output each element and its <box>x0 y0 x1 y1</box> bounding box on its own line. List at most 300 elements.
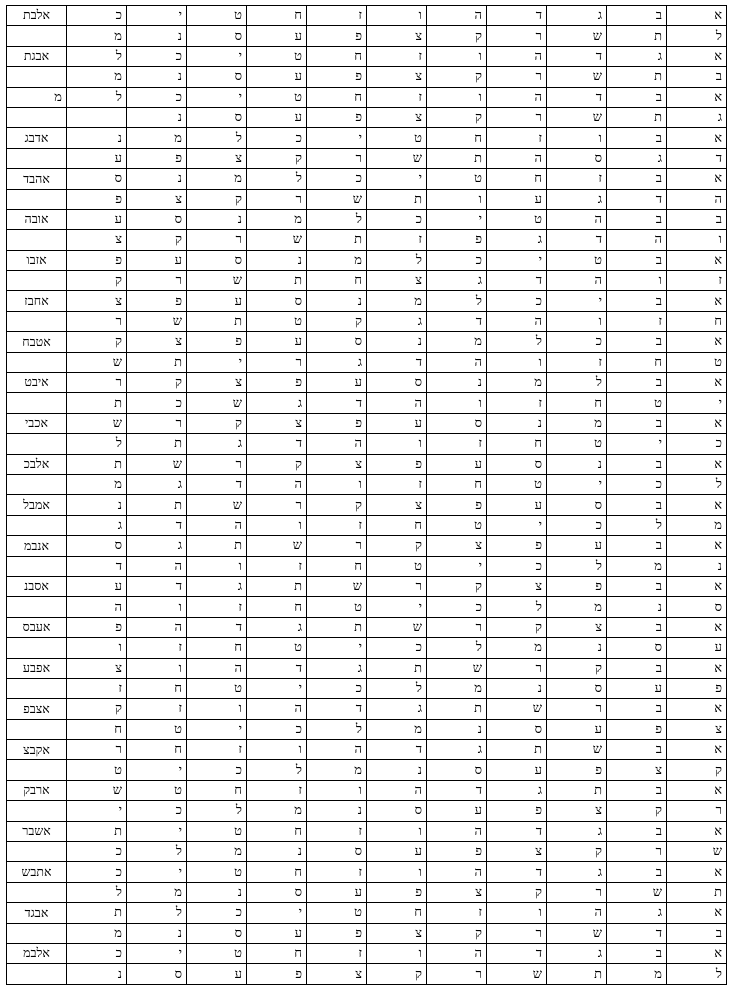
letter-cell: מ <box>187 169 247 189</box>
letter-cell: ה <box>127 556 187 576</box>
letter-cell: צ <box>367 107 427 127</box>
letter-cell: צ <box>367 923 427 943</box>
letter-cell: א <box>667 46 727 66</box>
letter-cell: א <box>667 250 727 270</box>
letter-cell: פ <box>307 26 367 46</box>
letter-cell: ח <box>607 352 667 372</box>
letter-cell: י <box>67 801 127 821</box>
cipher-name: אבגת <box>7 46 67 66</box>
letter-cell: כ <box>127 801 187 821</box>
letter-cell: פ <box>307 107 367 127</box>
letter-cell: ב <box>607 780 667 800</box>
letter-cell: ז <box>127 638 187 658</box>
letter-cell: ס <box>187 107 247 127</box>
letter-cell: כ <box>427 597 487 617</box>
cipher-row <box>7 576 727 596</box>
letter-cell: ה <box>307 434 367 454</box>
letter-cell: ו <box>427 87 487 107</box>
letter-cell: ק <box>607 801 667 821</box>
letter-cell: ל <box>547 556 607 576</box>
letter-cell: ל <box>427 638 487 658</box>
letter-cell: מ <box>547 597 607 617</box>
empty-name-cell <box>7 842 67 862</box>
letter-cell: נ <box>187 209 247 229</box>
letter-cell: נ <box>307 801 367 821</box>
letter-cell: ח <box>127 740 187 760</box>
letter-cell: ז <box>487 393 547 413</box>
letter-cell: פ <box>547 576 607 596</box>
cipher-name: אטבח <box>7 332 67 352</box>
letter-cell: א <box>667 373 727 393</box>
letter-cell: א <box>667 495 727 515</box>
cipher-name: אבגד <box>7 903 67 923</box>
letter-cell: צ <box>367 26 427 46</box>
letter-cell: צ <box>187 148 247 168</box>
letter-cell: ב <box>607 169 667 189</box>
empty-name-cell <box>7 434 67 454</box>
cipher-row <box>7 128 727 148</box>
letter-cell: ז <box>367 87 427 107</box>
letter-cell: ה <box>187 658 247 678</box>
letter-cell: ט <box>547 250 607 270</box>
letter-cell: ז <box>667 271 727 291</box>
letter-cell: ג <box>487 230 547 250</box>
letter-cell: ע <box>187 964 247 984</box>
letter-cell: ג <box>547 189 607 209</box>
letter-cell: ח <box>187 780 247 800</box>
letter-cell: ר <box>607 842 667 862</box>
letter-cell: א <box>667 576 727 596</box>
letter-cell: ח <box>247 6 307 26</box>
cipher-row <box>7 964 727 984</box>
letter-cell: נ <box>667 556 727 576</box>
letter-cell: ט <box>307 597 367 617</box>
letter-cell: ד <box>187 617 247 637</box>
letter-cell: ב <box>607 658 667 678</box>
letter-cell: ס <box>187 250 247 270</box>
letter-cell: פ <box>307 413 367 433</box>
letter-cell: נ <box>547 638 607 658</box>
letter-cell: ה <box>667 189 727 209</box>
letter-cell: ע <box>67 576 127 596</box>
letter-cell: ל <box>67 434 127 454</box>
cipher-name: אצבפ <box>7 699 67 719</box>
letter-cell: ד <box>607 189 667 209</box>
letter-cell: ש <box>547 107 607 127</box>
empty-name-cell <box>7 719 67 739</box>
letter-cell: ב <box>607 209 667 229</box>
letter-cell: ו <box>547 311 607 331</box>
letter-cell: ת <box>67 821 127 841</box>
letter-cell: ב <box>607 943 667 963</box>
letter-cell: א <box>667 454 727 474</box>
empty-name-cell <box>7 474 67 494</box>
letter-cell: ו <box>127 658 187 678</box>
empty-name-cell <box>7 67 67 87</box>
letter-cell: כ <box>247 128 307 148</box>
letter-cell: פ <box>487 536 547 556</box>
letter-cell: ז <box>247 780 307 800</box>
cipher-row <box>7 536 727 556</box>
cipher-row <box>7 719 727 739</box>
letter-cell: ו <box>487 352 547 372</box>
letter-cell: ט <box>247 638 307 658</box>
letter-cell: ל <box>367 250 427 270</box>
letter-cell: י <box>487 515 547 535</box>
letter-cell: ד <box>247 658 307 678</box>
letter-cell: ד <box>127 515 187 535</box>
letter-cell: ל <box>547 373 607 393</box>
letter-cell: ר <box>427 964 487 984</box>
letter-cell: ה <box>547 271 607 291</box>
letter-cell: ז <box>607 311 667 331</box>
letter-cell: ת <box>127 352 187 372</box>
letter-cell: ה <box>547 209 607 229</box>
letter-cell: ל <box>187 128 247 148</box>
letter-cell: א <box>667 169 727 189</box>
letter-cell: א <box>667 6 727 26</box>
letter-cell: ת <box>487 740 547 760</box>
letter-cell: ס <box>67 536 127 556</box>
letter-cell: ר <box>487 26 547 46</box>
letter-cell: ק <box>427 107 487 127</box>
cipher-row <box>7 903 727 923</box>
letter-cell: ח <box>367 515 427 535</box>
letter-cell: ג <box>547 821 607 841</box>
letter-cell: פ <box>247 373 307 393</box>
letter-cell: ט <box>67 760 127 780</box>
letter-cell: ר <box>487 923 547 943</box>
letter-cell: ח <box>187 638 247 658</box>
letter-cell: צ <box>607 760 667 780</box>
letter-cell: ז <box>307 821 367 841</box>
letter-cell: ל <box>67 87 127 107</box>
letter-cell: א <box>667 87 727 107</box>
letter-cell: ע <box>367 842 427 862</box>
letter-cell: ד <box>487 6 547 26</box>
letter-cell: ת <box>607 26 667 46</box>
letter-cell: ר <box>67 740 127 760</box>
letter-cell: ק <box>427 67 487 87</box>
letter-cell: פ <box>307 923 367 943</box>
letter-cell: פ <box>67 250 127 270</box>
letter-cell: ס <box>127 209 187 229</box>
letter-cell: מ <box>247 801 307 821</box>
letter-cell: ל <box>67 882 127 902</box>
letter-cell: ס <box>307 332 367 352</box>
letter-cell: ב <box>607 576 667 596</box>
letter-cell: ו <box>367 862 427 882</box>
letter-cell: ג <box>607 148 667 168</box>
letter-cell: ב <box>607 699 667 719</box>
letter-cell: ה <box>307 740 367 760</box>
letter-cell: ב <box>607 862 667 882</box>
letter-cell: י <box>307 128 367 148</box>
letter-cell: כ <box>487 291 547 311</box>
letter-cell: ז <box>427 434 487 454</box>
cipher-row <box>7 515 727 535</box>
letter-cell: נ <box>127 169 187 189</box>
letter-cell: ת <box>247 576 307 596</box>
letter-cell: ח <box>547 393 607 413</box>
letter-cell: ב <box>607 413 667 433</box>
letter-cell: ג <box>187 434 247 454</box>
letter-cell: ח <box>247 862 307 882</box>
letter-cell: י <box>547 291 607 311</box>
empty-name-cell <box>7 148 67 168</box>
cipher-name: אפבע <box>7 658 67 678</box>
letter-cell: כ <box>367 209 427 229</box>
letter-cell: ע <box>247 67 307 87</box>
letter-cell: ת <box>547 780 607 800</box>
letter-cell: ס <box>487 454 547 474</box>
letter-cell: ר <box>67 311 127 331</box>
letter-cell: ח <box>667 311 727 331</box>
letter-cell: ד <box>367 352 427 372</box>
letter-cell: ו <box>427 393 487 413</box>
letter-cell: מ <box>67 474 127 494</box>
letter-cell: י <box>247 678 307 698</box>
cipher-row <box>7 291 727 311</box>
letter-cell: ט <box>367 128 427 148</box>
letter-cell: פ <box>487 801 547 821</box>
letter-cell: ס <box>187 923 247 943</box>
letter-cell: צ <box>427 882 487 902</box>
letter-cell: כ <box>187 760 247 780</box>
letter-cell: ק <box>247 454 307 474</box>
letter-cell: ש <box>487 699 547 719</box>
letter-cell: ע <box>487 189 547 209</box>
empty-name-cell <box>7 760 67 780</box>
letter-cell: ש <box>367 617 427 637</box>
letter-cell: י <box>667 393 727 413</box>
empty-name-cell <box>7 352 67 372</box>
letter-cell: ז <box>67 678 127 698</box>
letter-cell: ת <box>67 903 127 923</box>
cipher-name: אדבג <box>7 128 67 148</box>
letter-cell: ב <box>607 250 667 270</box>
letter-cell: ד <box>547 230 607 250</box>
letter-cell: פ <box>187 332 247 352</box>
letter-cell: ת <box>127 495 187 515</box>
letter-cell: ש <box>367 148 427 168</box>
empty-name-cell <box>7 393 67 413</box>
letter-cell: ה <box>247 699 307 719</box>
letter-cell: ה <box>67 597 127 617</box>
letter-cell: כ <box>67 943 127 963</box>
letter-cell: ת <box>307 230 367 250</box>
letter-cell: ע <box>547 719 607 739</box>
letter-cell: ט <box>487 474 547 494</box>
letter-cell: ב <box>607 128 667 148</box>
empty-name-cell <box>7 556 67 576</box>
letter-cell: ת <box>187 311 247 331</box>
letter-cell: ט <box>307 903 367 923</box>
letter-cell: ק <box>487 617 547 637</box>
cipher-row <box>7 230 727 250</box>
cipher-row <box>7 46 727 66</box>
letter-cell: ו <box>187 699 247 719</box>
letter-cell: ר <box>247 352 307 372</box>
letter-cell: פ <box>667 678 727 698</box>
letter-cell: ל <box>487 597 547 617</box>
letter-cell: ש <box>187 495 247 515</box>
letter-cell: ב <box>607 495 667 515</box>
letter-cell: ד <box>547 87 607 107</box>
letter-cell: פ <box>367 454 427 474</box>
cipher-table <box>6 5 727 985</box>
letter-cell: ו <box>367 6 427 26</box>
letter-cell: י <box>427 209 487 229</box>
letter-cell: נ <box>67 128 127 148</box>
letter-cell: ט <box>187 678 247 698</box>
letter-cell: ש <box>67 780 127 800</box>
letter-cell: ז <box>307 515 367 535</box>
letter-cell: נ <box>127 923 187 943</box>
letter-cell: נ <box>427 373 487 393</box>
letter-cell: ה <box>487 148 547 168</box>
letter-cell: ז <box>247 556 307 576</box>
letter-cell: נ <box>367 332 427 352</box>
letter-cell: צ <box>367 271 427 291</box>
letter-cell: י <box>607 434 667 454</box>
cipher-row <box>7 760 727 780</box>
letter-cell: י <box>307 638 367 658</box>
letter-cell: ו <box>547 128 607 148</box>
letter-cell: ש <box>607 882 667 902</box>
letter-cell: ל <box>607 515 667 535</box>
letter-cell: צ <box>367 495 427 515</box>
cipher-row <box>7 352 727 372</box>
letter-cell: ר <box>127 413 187 433</box>
letter-cell: ג <box>367 311 427 331</box>
cipher-name: אקבצ <box>7 740 67 760</box>
letter-cell: מ <box>67 67 127 87</box>
letter-cell: נ <box>247 250 307 270</box>
letter-cell: ד <box>547 46 607 66</box>
letter-cell: ד <box>667 148 727 168</box>
letter-cell: ע <box>67 209 127 229</box>
letter-cell: פ <box>547 760 607 780</box>
letter-cell: ה <box>547 903 607 923</box>
letter-cell: ש <box>127 311 187 331</box>
letter-cell: מ <box>487 373 547 393</box>
letter-cell: ז <box>127 699 187 719</box>
letter-cell: ר <box>487 658 547 678</box>
letter-cell: ע <box>487 760 547 780</box>
cipher-row <box>7 780 727 800</box>
cipher-table-body <box>7 6 727 985</box>
letter-cell: א <box>667 536 727 556</box>
letter-cell: צ <box>547 617 607 637</box>
letter-cell: א <box>667 780 727 800</box>
letter-cell: פ <box>127 291 187 311</box>
letter-cell: ו <box>367 821 427 841</box>
empty-name-cell <box>7 311 67 331</box>
letter-cell: ש <box>547 67 607 87</box>
letter-cell: ב <box>607 536 667 556</box>
letter-cell: י <box>127 6 187 26</box>
letter-cell: ז <box>367 46 427 66</box>
cipher-name: אתבש <box>7 862 67 882</box>
letter-cell: ט <box>427 169 487 189</box>
letter-cell: ח <box>367 903 427 923</box>
letter-cell: ר <box>247 189 307 209</box>
letter-cell: ב <box>607 373 667 393</box>
letter-cell: ש <box>547 923 607 943</box>
letter-cell: ד <box>67 556 127 576</box>
letter-cell: מ <box>427 678 487 698</box>
letter-cell: צ <box>127 332 187 352</box>
letter-cell: ק <box>547 842 607 862</box>
letter-cell: צ <box>367 67 427 87</box>
letter-cell: ג <box>607 46 667 66</box>
letter-cell: מ <box>427 332 487 352</box>
letter-cell: ו <box>427 189 487 209</box>
cipher-row <box>7 332 727 352</box>
cipher-row <box>7 209 727 229</box>
empty-name-cell <box>7 597 67 617</box>
letter-cell: מ <box>607 556 667 576</box>
letter-cell: ת <box>367 658 427 678</box>
letter-cell: מ <box>667 515 727 535</box>
letter-cell: מ <box>367 719 427 739</box>
letter-cell: פ <box>427 230 487 250</box>
cipher-name: אמבל <box>7 495 67 515</box>
letter-cell: מ <box>547 413 607 433</box>
letter-cell: ל <box>307 209 367 229</box>
letter-cell: ס <box>187 26 247 46</box>
letter-cell: ב <box>607 332 667 352</box>
letter-cell: נ <box>487 413 547 433</box>
letter-cell: ט <box>187 6 247 26</box>
letter-cell: ב <box>667 209 727 229</box>
letter-cell: י <box>187 719 247 739</box>
letter-cell: נ <box>307 291 367 311</box>
letter-cell: ה <box>367 393 427 413</box>
letter-cell: ד <box>367 740 427 760</box>
letter-cell: ט <box>487 209 547 229</box>
letter-cell: ג <box>367 699 427 719</box>
letter-cell: כ <box>427 250 487 270</box>
letter-cell: א <box>667 658 727 678</box>
letter-cell: ב <box>607 617 667 637</box>
letter-cell: מ <box>187 842 247 862</box>
letter-cell: ה <box>427 943 487 963</box>
letter-cell: ל <box>667 26 727 46</box>
letter-cell: ה <box>427 862 487 882</box>
letter-cell: ו <box>427 46 487 66</box>
empty-name-cell <box>7 189 67 209</box>
letter-cell: ל <box>487 332 547 352</box>
letter-cell: ג <box>427 740 487 760</box>
cipher-row <box>7 148 727 168</box>
letter-cell: פ <box>127 148 187 168</box>
letter-cell: ח <box>247 943 307 963</box>
letter-cell: ק <box>127 373 187 393</box>
letter-cell: ר <box>307 148 367 168</box>
letter-cell: ק <box>67 271 127 291</box>
letter-cell: ג <box>67 515 127 535</box>
letter-cell: ג <box>487 780 547 800</box>
cipher-row <box>7 638 727 658</box>
letter-cell: ת <box>307 617 367 637</box>
cipher-row <box>7 250 727 270</box>
letter-cell: מ <box>247 209 307 229</box>
cipher-row <box>7 454 727 474</box>
letter-cell: ס <box>67 169 127 189</box>
letter-cell: נ <box>487 678 547 698</box>
